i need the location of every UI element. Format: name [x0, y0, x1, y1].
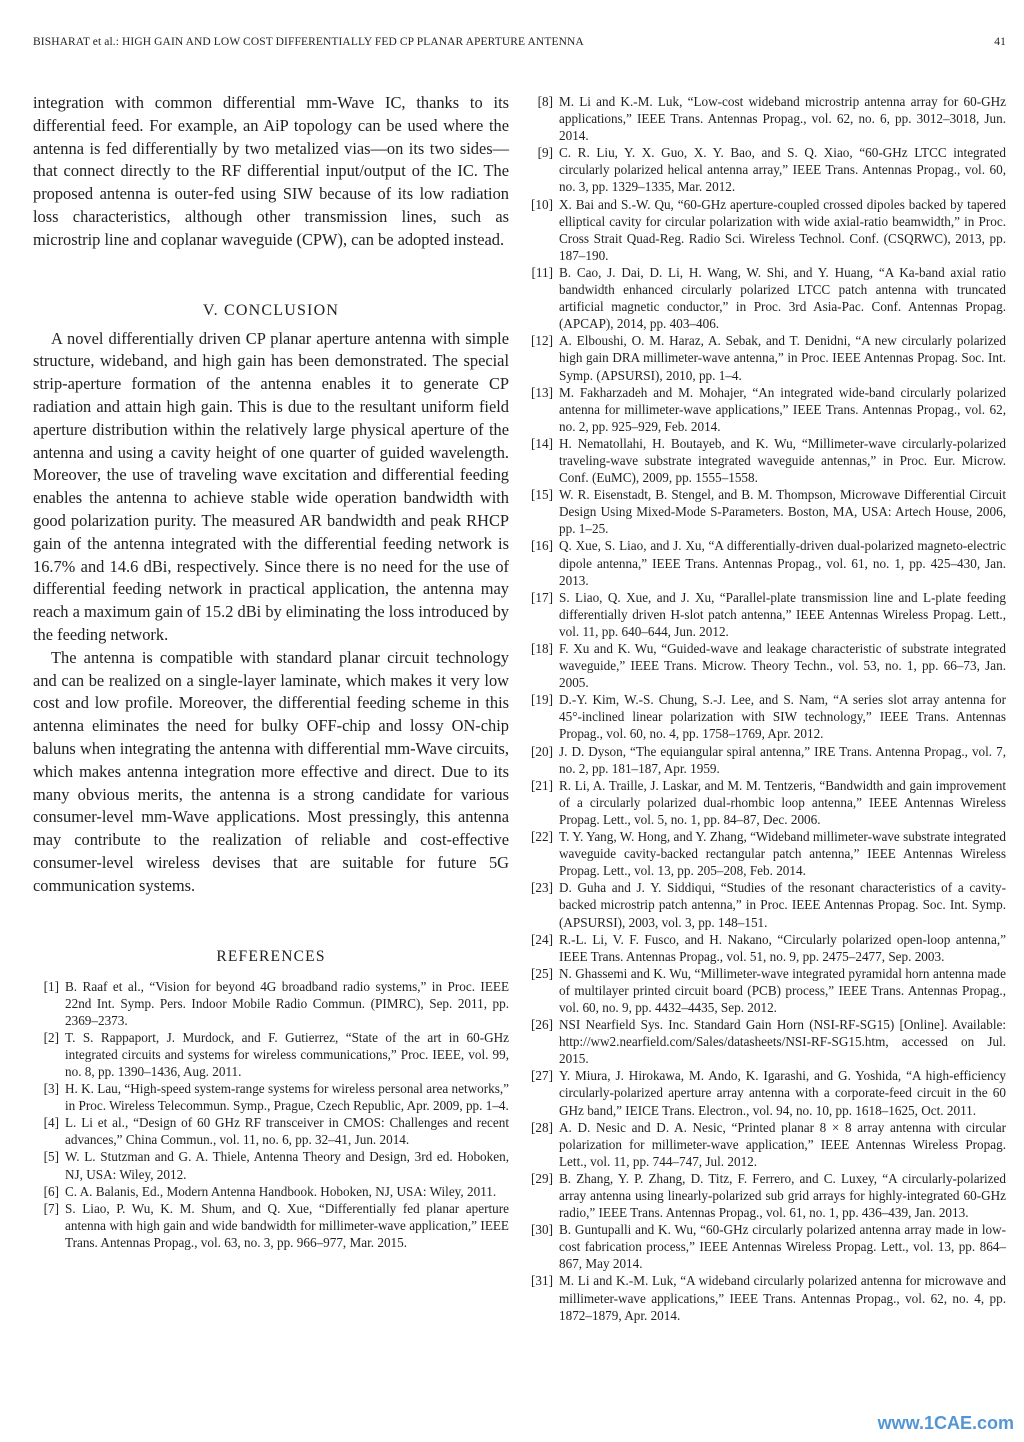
reference-text: B. Raaf et al., “Vision for beyond 4G broadband radio systems,” in Proc. IEEE 22nd Int. Symp. Pers. Indoor Mobile Radio Commun. (PIMRC), Sep. 2011, pp. 2369–2373.: [65, 978, 509, 1028]
reference-item: [527, 486, 1006, 537]
reference-item: [527, 1170, 1006, 1221]
conclusion-paragraph: A novel differentially driven CP planar aperture antenna with simple structure, wideband, and high gain has been demonstrated. The special strip-aperture formation of the antenna enables it to generate CP radiation and attain high gain. This is due to the resultant uniform field aperture distribution within the relatively large physical aperture of the antenna and using a cavity height of one quarter of guided wavelength. Moreover, the use of traveling wave excitation and differential feeding enables the antenna to achieve stable wide operation bandwidth with good polarization purity. The measured AR bandwidth and peak RHCP gain of the antenna integrated with the differential feeding network is 16.7% and 14.6 dBi, respectively. Since there is no need for the use of differential feeding network in practical application, the antenna may reach a maximum gain of 15.2 dBi by eliminating the loss introduced by the feeding network.: [33, 328, 509, 644]
reference-number: [2]: [43, 1029, 59, 1045]
intro-paragraph: integration with common differential mm-Wave IC, thanks to its differential feed. For example, an AiP topology can be used where the antenna is fed differentially by two metalized vias—on its two sides—that connect directly to the RF differential input/output of the IC. The proposed antenna is outer-fed using SIW because of its low radiation loss characteristics, although other transmission lines, such as microstrip line and coplanar waveguide (CPW), can be adopted instead.: [33, 93, 509, 249]
reference-number: [23]: [531, 880, 553, 896]
watermark: www.1CAE.com: [877, 1413, 1014, 1433]
reference-text: H. K. Lau, “High-speed system-range systems for wireless personal area networks,” in Proc. Wireless Telecommun. Symp., Prague, Czech Republic, Apr. 2009, pp. 1–4.: [65, 1081, 509, 1114]
reference-number: [4]: [43, 1115, 59, 1131]
reference-number: [3]: [43, 1081, 59, 1097]
reference-text: L. Li et al., “Design of 60 GHz RF transceiver in CMOS: Challenges and recent advances,” China Commun., vol. 11, no. 6, pp. 32–41, Jun. 2014.: [65, 1115, 509, 1148]
reference-item: [527, 93, 1006, 144]
reference-number: [29]: [531, 1170, 553, 1186]
reference-number: [18]: [531, 641, 553, 656]
reference-text: M. Li and K.-M. Luk, “Low-cost wideband microstrip antenna array for 60-GHz applications,” IEEE Trans. Antennas Propag., vol. 62, no. 6, pp. 3012–3018, Jun. 2014.: [559, 94, 1006, 144]
reference-number: [25]: [531, 965, 553, 981]
reference-text: S. Liao, Q. Xue, and J. Xu, “Parallel-plate transmission line and L-plate feeding differentially driven H-slot patch antenna,” IEEE Antennas Wireless Propag. Lett., vol. 11, pp. 640–644, Jun. 2012.: [559, 589, 1006, 639]
reference-number: [9]: [537, 145, 553, 161]
reference-number: [16]: [531, 538, 553, 554]
reference-text: C. A. Balanis, Ed., Modern Antenna Handbook. Hoboken, NJ, USA: Wiley, 2011.: [65, 1183, 497, 1199]
reference-number: [15]: [531, 487, 553, 503]
reference-number: [14]: [531, 435, 553, 451]
reference-item: [527, 743, 1006, 777]
reference-number: [20]: [531, 743, 553, 759]
reference-text: B. Guntupalli and K. Wu, “60-GHz circularly polarized antenna array made in low-cost fabrication process,” IEEE Antennas Wireless Propag. Lett., vol. 13, pp. 864–867, May 2014.: [559, 1222, 1006, 1272]
reference-number: [17]: [531, 589, 553, 605]
reference-text: N. Ghassemi and K. Wu, “Millimeter-wave integrated pyramidal horn antenna made of multilayer printed circuit board (PCB) process,” IEEE Trans. Antennas Propag., vol. 60, no. 9, pp. 4432–4435, Sep. 2012.: [559, 965, 1006, 1015]
reference-text: S. Liao, P. Wu, K. M. Shum, and Q. Xue, “Differentially fed planar aperture antenna with high gain and wide bandwidth for millimeter-wave application,” IEEE Trans. Antennas Propag., vol. 63, no. 3, pp. 966–977, Mar. 2015.: [65, 1200, 509, 1250]
reference-text: A. Elboushi, O. M. Haraz, A. Sebak, and T. Denidni, “A new circularly polarized high gain DRA millimeter-wave antenna,” in Proc. IEEE Antennas Propag. Soc. Int. Symp. (APSURSI), 2010, pp. 1–4.: [559, 333, 1006, 383]
reference-number: [24]: [531, 931, 553, 947]
reference-number: [10]: [531, 196, 553, 212]
reference-number: [11]: [531, 264, 553, 280]
conclusion-paragraph: The antenna is compatible with standard planar circuit technology and can be realized on a single-layer laminate, which makes it very low cost and low profile. Moreover, the differential feeding scheme in this antenna eliminates the need for bulky OFF-chip and lossy ON-chip baluns when integrating the antenna with differential mm-Wave circuits, which makes antenna integration more effective and direct. Due to its many obvious merits, the antenna is a strong candidate for various consumer-level mm-Wave applications. Most pressingly, this antenna may contribute to the realization of reliable and cost-effective consumer-level wireless devises that are suitable for future 5G communication systems.: [33, 647, 509, 895]
reference-text: NSI Nearfield Sys. Inc. Standard Gain Horn (NSI-RF-SG15) [Online]. Available: http://ww2.nearfield.com/Sales/datasheets/NSI-RF-SG15.htm, accessed on Jul. 2015.: [559, 1017, 1006, 1067]
reference-number: [12]: [531, 333, 553, 349]
reference-item: [527, 589, 1006, 640]
reference-text: T. Y. Yang, W. Hong, and Y. Zhang, “Wideband millimeter-wave substrate integrated waveguide cavity-backed rectangular patch antenna,” IEEE Antennas Wireless Propag. Lett., vol. 13, pp. 205–208, Feb. 2014.: [559, 829, 1006, 879]
reference-text: Y. Miura, J. Hirokawa, M. Ando, K. Igarashi, and G. Yoshida, “A high-efficiency circularly-polarized aperture array antenna with a corporate-feed circuit in the 60 GHz band,” IEICE Trans. Electron., vol. 94, no. 10, pp. 1618–1625, Oct. 2011.: [559, 1068, 1006, 1118]
reference-text: D.-Y. Kim, W.-S. Chung, S.-J. Lee, and S. Nam, “A series slot array antenna for 45°-inclined linear polarization with SIW technology,” IEEE Trans. Antennas Propag., vol. 60, no. 4, pp. 1758–1769, Apr. 2012.: [559, 692, 1006, 742]
reference-item: [527, 640, 1006, 691]
right-column: [527, 93, 1006, 1324]
reference-text: W. R. Eisenstadt, B. Stengel, and B. M. Thompson, Microwave Differential Circuit Design Using Mixed-Mode S-Parameters. Boston, MA, USA: Artech House, 2006, pp. 1–25.: [559, 487, 1006, 537]
reference-item: [33, 978, 509, 1029]
reference-number: [31]: [531, 1273, 553, 1289]
reference-number: [26]: [531, 1017, 553, 1033]
reference-text: D. Guha and J. Y. Siddiqui, “Studies of the resonant characteristics of a cavity-backed microstrip patch antenna,” in Proc. IEEE Antennas Propag. Soc. Int. Symp. (APSURSI), 2003, vol. 3, pp. 148–151.: [559, 880, 1006, 930]
page-number: 41: [994, 36, 1006, 48]
reference-item: [527, 965, 1006, 1016]
reference-item: [33, 1114, 509, 1148]
reference-text: F. Xu and K. Wu, “Guided-wave and leakage characteristic of substrate integrated waveguide,” IEEE Trans. Microw. Theory Techn., vol. 53, no. 1, pp. 66–73, Jan. 2005.: [559, 641, 1006, 691]
reference-number: [5]: [43, 1149, 59, 1165]
reference-item: [527, 264, 1006, 332]
reference-item: [33, 1080, 509, 1114]
reference-number: [30]: [531, 1222, 553, 1238]
reference-item: [527, 1119, 1006, 1170]
reference-item: [527, 777, 1006, 828]
reference-item: [33, 1200, 509, 1251]
reference-text: H. Nematollahi, H. Boutayeb, and K. Wu, “Millimeter-wave circularly-polarized traveling-wave substrate integrated waveguide antennas,” in Proc. Eur. Microw. Conf. (EuMC), 2009, pp. 1555–1558.: [559, 435, 1006, 486]
reference-text: R. Li, A. Traille, J. Laskar, and M. M. Tentzeris, “Bandwidth and gain improvement of a circularly polarized dual-rhombic loop antenna,” IEEE Antennas Wireless Propag. Lett., vol. 5, no. 1, pp. 84–87, Dec. 2006.: [559, 777, 1006, 827]
reference-item: [527, 931, 1006, 965]
references-list-right: [527, 93, 1006, 1324]
reference-item: [527, 435, 1006, 486]
reference-number: [22]: [531, 829, 553, 845]
reference-number: [13]: [531, 384, 553, 400]
reference-number: [27]: [531, 1068, 553, 1084]
reference-number: [8]: [537, 94, 553, 109]
reference-number: [6]: [43, 1183, 59, 1199]
reference-text: T. S. Rappaport, J. Murdock, and F. Gutierrez, “State of the art in 60-GHz integrated circuits and systems for wireless communications,” Proc. IEEE, vol. 99, no. 8, pp. 1390–1436, Aug. 2011.: [65, 1029, 509, 1079]
reference-item: [527, 828, 1006, 879]
reference-item: [527, 196, 1006, 264]
reference-number: [28]: [531, 1119, 553, 1135]
references-list-left: [33, 978, 509, 1252]
reference-text: W. L. Stutzman and G. A. Thiele, Antenna Theory and Design, 3rd ed. Hoboken, NJ, USA: Wiley, 2012.: [65, 1149, 509, 1182]
reference-item: [527, 144, 1006, 195]
conclusion-heading: V. CONCLUSION: [202, 301, 340, 319]
reference-text: M. Fakharzadeh and M. Mohajer, “An integrated wide-band circularly polarized antenna for millimeter-wave applications,” IEEE Trans. Antennas Propag., vol. 62, no. 2, pp. 925–929, Feb. 2014.: [559, 384, 1006, 434]
references-heading: REFERENCES: [216, 947, 326, 965]
reference-text: M. Li and K.-M. Luk, “A wideband circularly polarized antenna for microwave and millimeter-wave applications,” IEEE Trans. Antennas Propag., vol. 62, no. 4, pp. 1872–1879, Apr. 2014.: [559, 1273, 1006, 1323]
left-column: [33, 92, 509, 1251]
reference-item: [527, 1221, 1006, 1272]
reference-text: C. R. Liu, Y. X. Guo, X. Y. Bao, and S. Q. Xiao, “60-GHz LTCC integrated circularly polarized helical antenna array,” IEEE Trans. Antennas Propag., vol. 60, no. 3, pp. 1329–1335, Mar. 2012.: [559, 145, 1006, 195]
reference-text: Q. Xue, S. Liao, and J. Xu, “A differentially-driven dual-polarized magneto-electric dipole antenna,” IEEE Trans. Antennas Propag., vol. 61, no. 1, pp. 425–430, Jan. 2013.: [559, 538, 1006, 588]
running-header: [33, 36, 1006, 52]
reference-item: [527, 384, 1006, 435]
reference-text: R.-L. Li, V. F. Fusco, and H. Nakano, “Circularly polarized open-loop antenna,” IEEE Trans. Antennas Propag., vol. 51, no. 9, pp. 2475–2477, Sep. 2003.: [559, 931, 1006, 964]
reference-number: [7]: [43, 1200, 59, 1216]
reference-item: [527, 1067, 1006, 1118]
reference-item: [33, 1148, 509, 1182]
reference-item: [33, 1183, 509, 1200]
reference-text: J. D. Dyson, “The equiangular spiral antenna,” IRE Trans. Antenna Propag., vol. 7, no. 2, pp. 181–187, Apr. 1959.: [559, 743, 1006, 776]
reference-number: [19]: [531, 692, 553, 708]
reference-text: X. Bai and S.-W. Qu, “60-GHz aperture-coupled crossed dipoles backed by tapered elliptical cavity for circular polarization with wide axial-ratio beamwidth,” in Proc. Cross Strait Quad-Reg. Radio Sci. Wireless Technol. Conf. (CSQRWC), 2013, pp. 187–190.: [559, 196, 1006, 263]
reference-item: [527, 1272, 1006, 1323]
reference-text: A. D. Nesic and D. A. Nesic, “Printed planar 8 × 8 array antenna with circular polarization for millimeter-wave application,” IEEE Antennas Wireless Propag. Lett., vol. 11, pp. 744–747, Jul. 2012.: [559, 1119, 1006, 1169]
reference-item: [527, 1016, 1006, 1067]
reference-item: [527, 879, 1006, 930]
running-title: BISHARAT et al.: HIGH GAIN AND LOW COST DIFFERENTIALLY FED CP PLANAR APERTURE ANTENNA: [33, 36, 584, 48]
reference-number: [21]: [531, 777, 553, 793]
reference-number: [1]: [43, 978, 59, 994]
reference-text: B. Zhang, Y. P. Zhang, D. Titz, F. Ferrero, and C. Luxey, “A circularly-polarized array antenna using linearly-polarized sub grid arrays for highly-integrated 60-GHz radio,” IEEE Trans. Antennas Propag., vol. 61, no. 1, pp. 436–439, Jan. 2013.: [559, 1170, 1006, 1221]
reference-item: [527, 332, 1006, 383]
reference-item: [527, 691, 1006, 742]
reference-text: B. Cao, J. Dai, D. Li, H. Wang, W. Shi, and Y. Huang, “A Ka-band axial ratio bandwidth enhanced circularly polarized LTCC patch antenna with truncated artificial magnetic conductor,” in Proc. 3rd Asia-Pac. Conf. Antennas Propag. (APCAP), 2014, pp. 403–406.: [559, 264, 1006, 332]
reference-item: [527, 537, 1006, 588]
reference-item: [33, 1029, 509, 1080]
